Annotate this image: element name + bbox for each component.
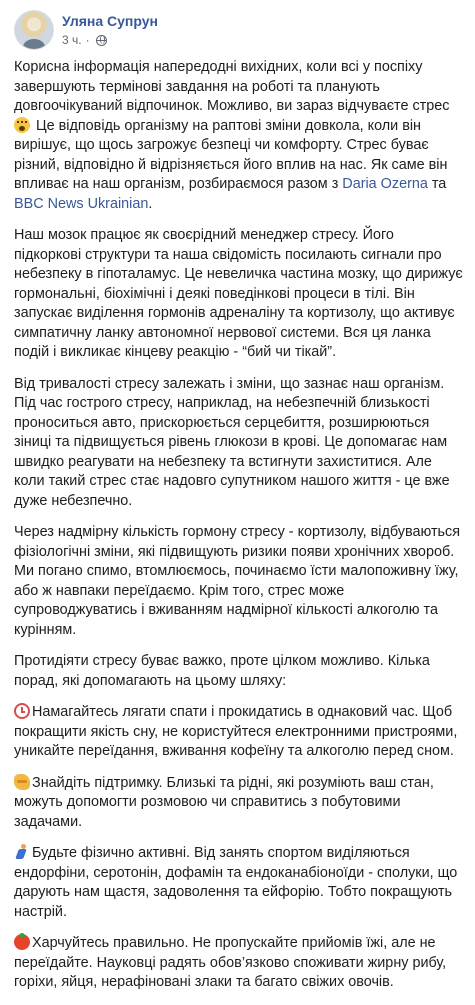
tip-activity-text: Будьте фізично активні. Від занять спортом виділяються ендорфіни, серотонін, дофамін та ендоканабіоноїди - сполуки, що дарують нам щастя, задоволення та ейфорію. Тобто покращують настрій. (14, 845, 458, 920)
tip-nutrition-text: Харчуйтесь правильно. Не пропускайте прийомів їжі, але не переїдайте. Науковці радять обов’язково споживати жирну рибу, горіхи, яйця, нерафіновані злаки та багато свіжих овочів. (14, 935, 447, 990)
post-header (14, 10, 158, 52)
intro-text-1: Корисна інформація напередодні вихідних, коли всі у поспіху завершують термінові завдання на роботі та планують довгоочікуваний відпочинок. Можливо, ви зараз відчуваєте стрес (14, 59, 450, 114)
separator-dot: · (85, 33, 90, 47)
post-body (14, 58, 464, 1005)
author-avatar[interactable] (14, 10, 54, 50)
tip-sleep (14, 703, 464, 762)
tip-nutrition (14, 934, 464, 993)
paragraph-duration: Від тривалості стресу залежать і зміни, що зазнає наш організм. Під час гострого стресу, наприклад, на небезпечній близькості проноситься авто, прискорюється серцебиття, розширюються зіниці та підвищується рівень глюкози в крові. Це допомагає нам швидко реагувати на небезпеку та встигнути захиститися. Але коли такий стрес стає надовго супутником нашого життя - це вже дуже небезпечно. (14, 375, 450, 509)
mention-link-bbc-news-ukrainian[interactable]: BBC News Ukrainian (14, 195, 149, 212)
tomato-icon (14, 934, 30, 950)
globe-icon[interactable] (96, 35, 107, 46)
paragraph-brain: Наш мозок працює як своєрідний менеджер стресу. Його підкоркові структури та наша свідомість посилають сигнали про небезпеку в гіпоталамус. Це невеличка частина мозку, що дирижує гормональні, біохімічні і деякі поведінкові процеси в тілі. Він запускає виділення гормонів адреналіну та кортизолу, що активує симпатичну ланку автономної нервової системи. Вся ця ланка подій і викликає кінцеву реакцію - “бий чи тікай”. (14, 227, 463, 360)
tip-support (14, 774, 464, 833)
tip-activity (14, 844, 464, 922)
author-name[interactable]: Уляна Супрун (62, 13, 158, 29)
shocked-face-icon (14, 117, 30, 133)
running-person-icon (14, 844, 30, 860)
post-time[interactable]: 3 ч. (62, 33, 82, 47)
post-meta (62, 10, 158, 48)
mention-link-daria-ozerna[interactable]: Daria Ozerna (342, 176, 428, 192)
tip-support-text: Знайдіть підтримку. Близькі та рідні, які розуміють ваш стан, можуть допомогти розмовою чи справитись з побутовими задачами. (14, 774, 434, 830)
intro-text-4: . (148, 195, 153, 212)
paragraph-tips-intro: Протидіяти стресу буває важко, проте цілком можливо. Кілька порад, які допомагають на цьому шляху: (14, 653, 430, 689)
post-subline (62, 32, 158, 48)
alarm-clock-icon (14, 703, 30, 719)
paragraph-cortisol: Через надмірну кількість гормону стресу - кортизолу, відбуваються фізіологічні зміни, які підвищують ризики появи хронічних хвороб. Ми погано спимо, втомлюємось, починаємо їсти малопоживну їжу, або ж навпаки переїдаємо. Крім того, стрес може супроводжуватись і вживанням надмірної кількості алкоголю та курінням. (14, 524, 461, 638)
intro-text-2: Це відповідь організму на раптові зміни довкола, коли він вирішує, що щось загрожує безпеці чи комфорту. Стрес буває різний, відповідно й відрізняється його вплив на нас. Як саме він впливає на наш організм, розбираємося разом з (14, 117, 448, 192)
intro-text-3: та (427, 176, 447, 192)
paragraph-intro (14, 58, 464, 214)
handshake-icon (14, 774, 30, 790)
tip-sleep-text: Намагайтесь лягати спати і прокидатись в однаковий час. Щоб покращити якість сну, не користуйтеся електронними пристроями, уникайте переїдання, вживання кофеїну та алкоголю перед сном. (14, 704, 458, 759)
avatar-figure (23, 39, 45, 50)
